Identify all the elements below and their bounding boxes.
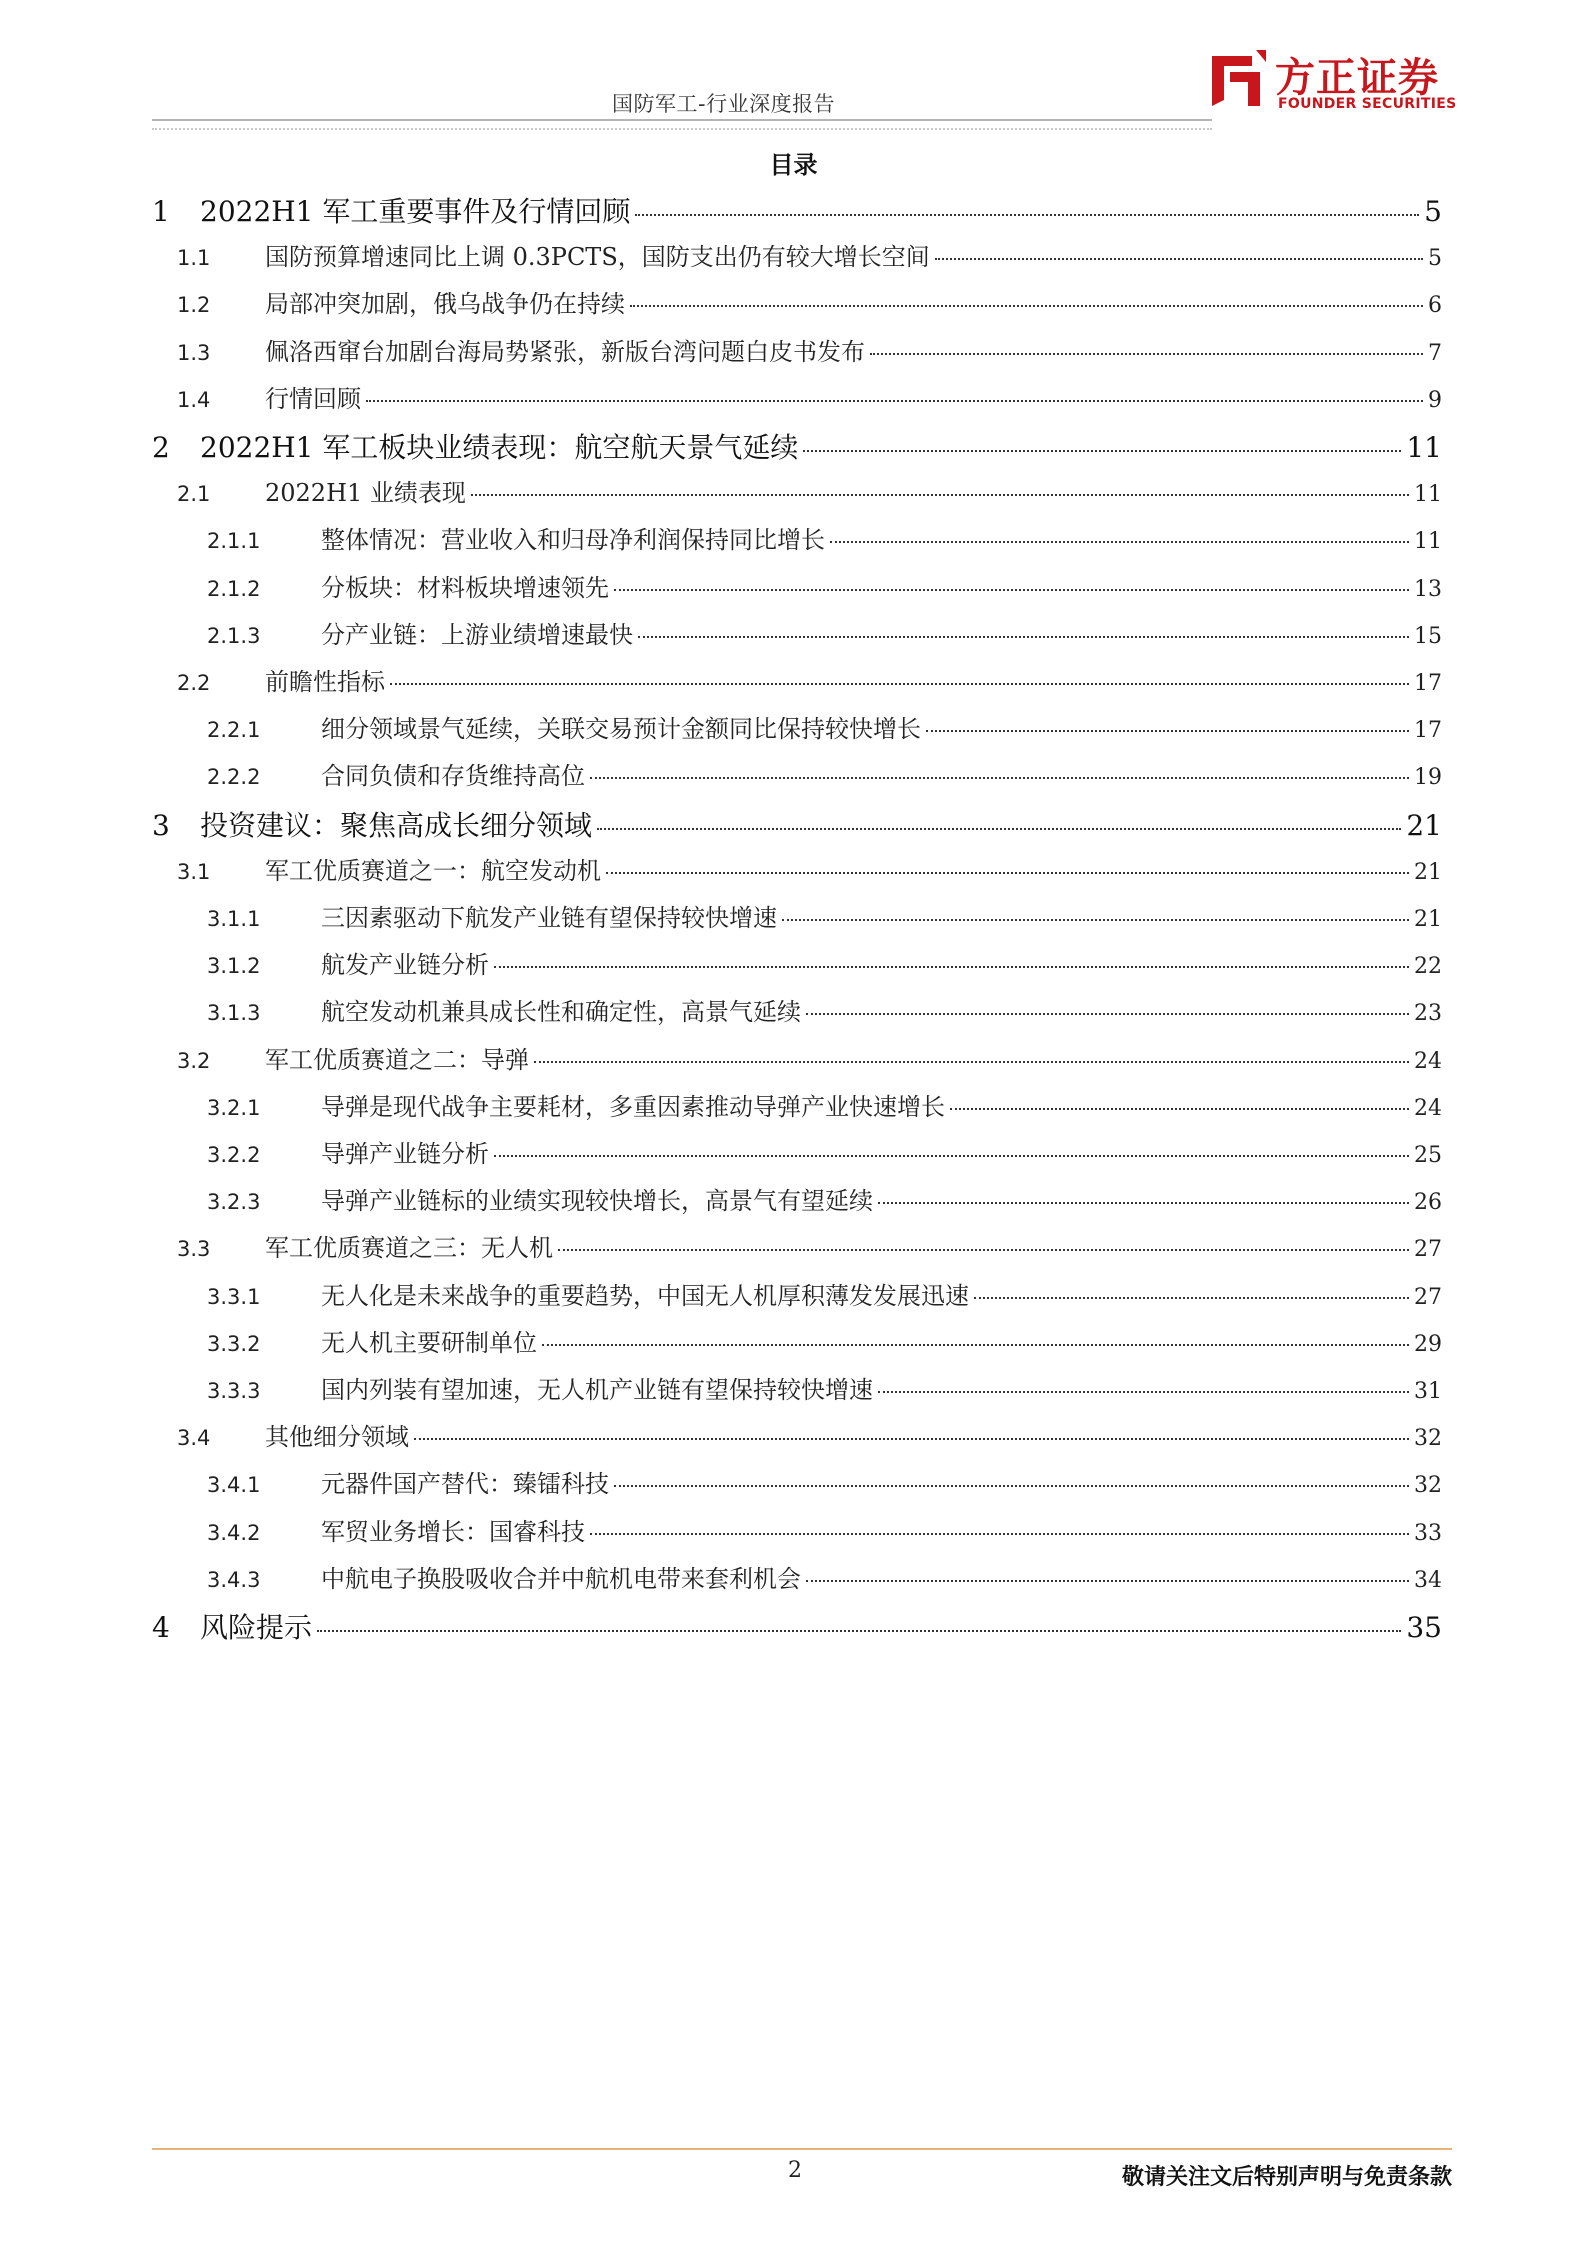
toc-entry[interactable] bbox=[207, 1181, 1442, 1221]
toc-entry-number: 3.3.3 bbox=[207, 1379, 261, 1403]
toc-entry-title: 2022H1 业绩表现 bbox=[265, 479, 466, 508]
toc-entry[interactable] bbox=[207, 1323, 1442, 1363]
toc-entry-number: 1.4 bbox=[177, 387, 211, 412]
toc-entry-title: 2022H1 军工板块业绩表现：航空航天景气延续 bbox=[200, 431, 799, 464]
toc-entry-title: 国内列装有望加速，无人机产业链有望保持较快增速 bbox=[321, 1376, 873, 1404]
toc-entry-title: 国防预算增速同比上调 0.3PCTS，国防支出仍有较大增长空间 bbox=[265, 243, 930, 272]
footer-disclaimer: 敬请关注文后特别声明与免责条款 bbox=[1121, 2165, 1452, 2190]
toc-entry-page: 32 bbox=[1414, 1473, 1442, 1499]
toc-entry-number: 2.2 bbox=[177, 671, 211, 695]
toc-entry-page: 11 bbox=[1414, 482, 1442, 508]
toc-entry[interactable] bbox=[207, 568, 1442, 608]
toc-entry-title: 导弹产业链标的业绩实现较快增长，高景气有望延续 bbox=[321, 1187, 873, 1216]
toc-entry-number: 3.2.1 bbox=[207, 1095, 261, 1120]
toc-dot-leader bbox=[935, 258, 1423, 260]
toc-entry[interactable] bbox=[207, 992, 1442, 1032]
toc-entry-page: 11 bbox=[1406, 431, 1442, 464]
toc-entry-title: 中航电子换股吸收合并中航机电带来套利机会 bbox=[321, 1564, 801, 1593]
toc-dot-leader bbox=[390, 683, 1409, 685]
toc-entry[interactable] bbox=[152, 804, 1442, 844]
toc-entry-number: 3.2 bbox=[177, 1048, 211, 1073]
toc-dot-leader bbox=[614, 1485, 1409, 1487]
toc-entry-number: 3.1 bbox=[177, 859, 211, 884]
toc-entry-page: 21 bbox=[1414, 907, 1442, 932]
toc-entry-page: 6 bbox=[1428, 293, 1442, 319]
toc-entry[interactable] bbox=[207, 1512, 1442, 1552]
toc-entry-page: 11 bbox=[1414, 529, 1442, 555]
toc-entry[interactable] bbox=[207, 945, 1442, 985]
toc-entry-number: 3.1.3 bbox=[207, 1001, 261, 1026]
toc-entry-number: 3.3.1 bbox=[207, 1284, 261, 1309]
toc-entry-number: 2.2.1 bbox=[207, 718, 261, 743]
company-logo bbox=[1208, 46, 1457, 118]
toc-entry-title: 佩洛西窜台加剧台海局势紧张，新版台湾问题白皮书发布 bbox=[265, 337, 865, 366]
toc-entry-page: 24 bbox=[1414, 1048, 1442, 1074]
toc-dot-leader bbox=[806, 1013, 1409, 1015]
toc-entry-title: 细分领域景气延续，关联交易预计金额同比保持较快增长 bbox=[321, 715, 921, 744]
toc-entry[interactable] bbox=[177, 1228, 1442, 1268]
toc-entry-title: 导弹是现代战争主要耗材，多重因素推动导弹产业快速增长 bbox=[321, 1092, 945, 1121]
toc-entry[interactable] bbox=[177, 473, 1442, 513]
toc-entry-page: 31 bbox=[1414, 1379, 1442, 1404]
founder-logo-icon bbox=[1208, 48, 1268, 110]
toc-entry-title: 军工优质赛道之二：导弹 bbox=[265, 1045, 529, 1074]
toc-entry-page: 23 bbox=[1414, 1001, 1442, 1027]
toc-entry-page: 24 bbox=[1414, 1095, 1442, 1121]
toc-entry-number: 3.1.2 bbox=[207, 954, 261, 979]
toc-entry-title: 投资建议：聚焦高成长细分领域 bbox=[200, 808, 593, 842]
toc-entry-number: 3.2.3 bbox=[207, 1190, 261, 1215]
toc-dot-leader bbox=[590, 1533, 1409, 1535]
toc-entry-title: 元器件国产替代：臻镭科技 bbox=[321, 1470, 609, 1499]
toc-entry[interactable] bbox=[152, 426, 1442, 466]
toc-dot-leader bbox=[803, 450, 1401, 452]
toc-entry-number: 1 bbox=[152, 195, 170, 228]
logo-english-name: FOUNDER SECURITIES bbox=[1278, 96, 1457, 112]
toc-dot-leader bbox=[870, 353, 1423, 355]
toc-entry-page: 34 bbox=[1414, 1567, 1442, 1593]
toc-entry[interactable] bbox=[207, 1370, 1442, 1410]
toc-entry-title: 分板块：材料板块增速领先 bbox=[321, 573, 609, 602]
toc-entry-page: 13 bbox=[1414, 576, 1442, 602]
toc-entry[interactable] bbox=[207, 1559, 1442, 1599]
toc-entry[interactable] bbox=[207, 1134, 1442, 1174]
toc-entry[interactable] bbox=[207, 898, 1442, 938]
toc-entry-title: 前瞻性指标 bbox=[265, 668, 385, 696]
toc-entry-page: 21 bbox=[1406, 808, 1442, 842]
toc-entry-number: 1.3 bbox=[177, 340, 211, 365]
toc-dot-leader bbox=[542, 1344, 1409, 1346]
toc-entry-page: 9 bbox=[1428, 387, 1442, 413]
toc-entry-number: 1.1 bbox=[177, 246, 211, 271]
toc-entry-title: 其他细分领域 bbox=[265, 1423, 409, 1452]
toc-entry-page: 22 bbox=[1414, 954, 1442, 980]
toc-entry-page: 5 bbox=[1424, 195, 1442, 228]
toc-entry-page: 19 bbox=[1414, 765, 1442, 791]
toc-entry-number: 4 bbox=[152, 1611, 170, 1644]
toc-entry-page: 33 bbox=[1414, 1520, 1442, 1546]
toc-entry-page: 27 bbox=[1414, 1237, 1442, 1263]
toc-entry-number: 2.2.2 bbox=[207, 765, 261, 790]
toc-entry-number: 3.4 bbox=[177, 1426, 211, 1451]
footer-divider bbox=[152, 2148, 1452, 2150]
toc-entry-title: 整体情况：营业收入和归母净利润保持同比增长 bbox=[321, 526, 825, 555]
toc-entry[interactable] bbox=[207, 520, 1442, 560]
toc-dot-leader bbox=[590, 777, 1409, 779]
toc-entry[interactable] bbox=[207, 1087, 1442, 1127]
toc-dot-leader bbox=[494, 966, 1409, 968]
toc-dot-leader bbox=[806, 1580, 1409, 1582]
toc-dot-leader bbox=[494, 1155, 1409, 1157]
toc-entry-title: 行情回顾 bbox=[265, 384, 361, 413]
toc-entry[interactable] bbox=[207, 1276, 1442, 1316]
toc-entry-title: 合同负债和存货维持高位 bbox=[321, 762, 585, 791]
toc-entry[interactable] bbox=[177, 379, 1442, 419]
toc-dot-leader bbox=[878, 1391, 1409, 1393]
toc-entry-title: 军工优质赛道之三：无人机 bbox=[265, 1234, 553, 1263]
toc-entry-title: 导弹产业链分析 bbox=[321, 1140, 489, 1168]
toc-entry-page: 7 bbox=[1428, 340, 1442, 366]
toc-dot-leader bbox=[606, 872, 1409, 874]
toc-entry[interactable] bbox=[152, 190, 1442, 230]
toc-dot-leader bbox=[366, 400, 1423, 402]
toc-dot-leader bbox=[950, 1108, 1409, 1110]
toc-dot-leader bbox=[597, 828, 1401, 830]
toc-entry-number: 2.1.2 bbox=[207, 576, 261, 601]
toc-entry-title: 无人机主要研制单位 bbox=[321, 1328, 537, 1357]
toc-entry-number: 3.1.1 bbox=[207, 907, 261, 931]
toc-entry-page: 17 bbox=[1414, 671, 1442, 696]
logo-chinese-name: 方正证券 bbox=[1275, 55, 1439, 101]
toc-entry-title: 2022H1 军工重要事件及行情回顾 bbox=[200, 195, 631, 228]
toc-entry-title: 三因素驱动下航发产业链有望保持较快增速 bbox=[321, 904, 777, 932]
toc-entry-number: 2 bbox=[152, 431, 170, 464]
toc-entry-page: 27 bbox=[1414, 1284, 1442, 1310]
toc-entry-page: 5 bbox=[1428, 246, 1442, 272]
toc-entry-number: 1.2 bbox=[177, 293, 211, 318]
toc-dot-leader bbox=[926, 730, 1409, 732]
toc-dot-leader bbox=[630, 305, 1423, 307]
header-title: 国防军工-行业深度报告 bbox=[612, 92, 836, 116]
toc-entry-title: 航空发动机兼具成长性和确定性，高景气延续 bbox=[321, 998, 801, 1027]
toc-entry-page: 26 bbox=[1414, 1190, 1442, 1216]
toc-entry-number: 3 bbox=[152, 808, 170, 842]
toc-entry[interactable] bbox=[177, 284, 1442, 324]
toc-entry-title: 无人化是未来战争的重要趋势，中国无人机厚积薄发发展迅速 bbox=[321, 1281, 969, 1310]
page-number: 2 bbox=[788, 2158, 802, 2183]
toc-dot-leader bbox=[471, 494, 1409, 496]
toc-entry-page: 29 bbox=[1414, 1331, 1442, 1357]
toc-entry[interactable] bbox=[207, 709, 1442, 749]
toc-dot-leader bbox=[558, 1249, 1409, 1251]
toc-dot-leader bbox=[534, 1061, 1409, 1063]
toc-dot-leader bbox=[782, 919, 1409, 921]
toc-entry-number: 3.3.2 bbox=[207, 1331, 261, 1356]
toc-dot-leader bbox=[638, 636, 1409, 638]
toc-heading: 目录 bbox=[769, 151, 818, 179]
toc-entry-number: 2.1.1 bbox=[207, 529, 261, 554]
toc-entry-page: 15 bbox=[1414, 623, 1442, 649]
toc-dot-leader bbox=[317, 1630, 1401, 1632]
toc-entry-title: 风险提示 bbox=[200, 1611, 313, 1644]
toc-entry-title: 局部冲突加剧，俄乌战争仍在持续 bbox=[265, 290, 625, 319]
header-dotted-divider bbox=[152, 128, 1212, 130]
toc-entry-page: 32 bbox=[1414, 1426, 1442, 1452]
toc-entry[interactable] bbox=[177, 332, 1442, 372]
toc-entry-number: 2.1.3 bbox=[207, 623, 261, 648]
toc-entry[interactable] bbox=[177, 237, 1442, 277]
toc-entry[interactable] bbox=[152, 1606, 1442, 1646]
toc-dot-leader bbox=[974, 1297, 1409, 1299]
toc-entry-number: 2.1 bbox=[177, 482, 211, 507]
header-divider bbox=[152, 119, 1212, 121]
toc-entry-number: 3.4.2 bbox=[207, 1520, 261, 1545]
toc-entry[interactable] bbox=[177, 851, 1442, 891]
toc-dot-leader bbox=[830, 541, 1409, 543]
toc-dot-leader bbox=[414, 1438, 1409, 1440]
toc-entry[interactable] bbox=[207, 615, 1442, 655]
toc-entry-page: 25 bbox=[1414, 1143, 1442, 1168]
toc-entry[interactable] bbox=[207, 756, 1442, 796]
toc-dot-leader bbox=[635, 214, 1419, 216]
toc-entry-page: 17 bbox=[1414, 718, 1442, 744]
toc-entry-page: 21 bbox=[1414, 859, 1442, 885]
toc-entry[interactable] bbox=[177, 1040, 1442, 1080]
toc-entry-title: 航发产业链分析 bbox=[321, 951, 489, 980]
toc-dot-leader bbox=[878, 1202, 1409, 1204]
toc-entry-title: 分产业链：上游业绩增速最快 bbox=[321, 620, 633, 649]
toc-entry-page: 35 bbox=[1406, 1611, 1442, 1644]
toc-entry[interactable] bbox=[177, 662, 1442, 702]
toc-dot-leader bbox=[614, 589, 1409, 591]
toc-entry-title: 军贸业务增长：国睿科技 bbox=[321, 1517, 585, 1546]
toc-entry-title: 军工优质赛道之一：航空发动机 bbox=[265, 856, 601, 885]
toc-entry-number: 3.3 bbox=[177, 1237, 211, 1262]
toc-entry[interactable] bbox=[207, 1464, 1442, 1504]
toc-entry-number: 3.4.3 bbox=[207, 1567, 261, 1592]
toc-entry-number: 3.4.1 bbox=[207, 1473, 261, 1498]
toc-entry-number: 3.2.2 bbox=[207, 1143, 261, 1167]
toc-entry[interactable] bbox=[177, 1417, 1442, 1457]
